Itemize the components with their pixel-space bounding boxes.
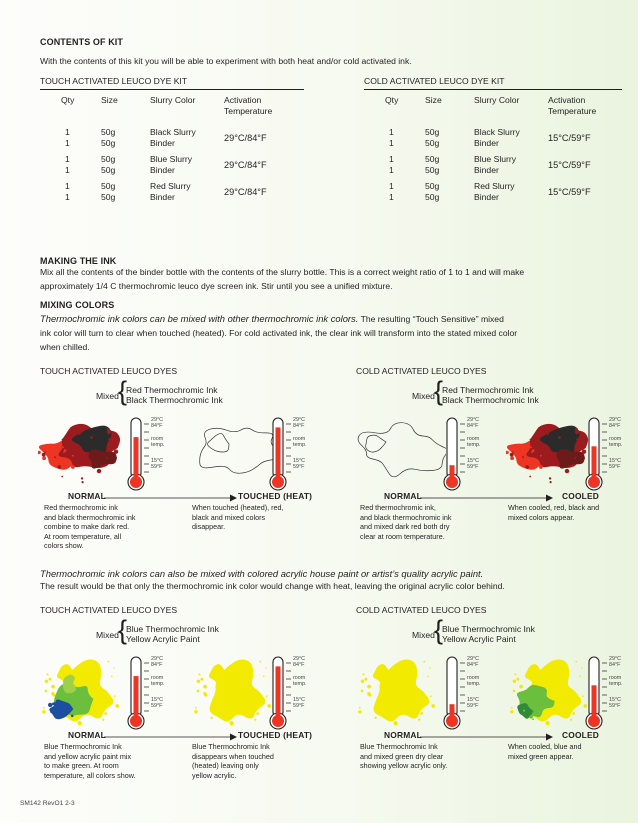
qty-cell: 1 [65, 165, 70, 175]
making-line-1: Mix all the contents of the binder bottle with the contents of the slurry bottle. This is a correct weight ratio of 1 to 1 and will make [40, 267, 525, 277]
ink-2: Black Thermochromic Ink [442, 395, 539, 405]
item-cell: Binder [150, 192, 175, 202]
arrow-icon [420, 732, 554, 742]
ink-2: Yellow Acrylic Paint [126, 634, 200, 644]
room-1: room [151, 436, 164, 442]
size-cell: 50g [425, 181, 440, 191]
kit-title-rule [40, 89, 304, 90]
normal-illustration [38, 653, 130, 729]
room-2: temp. [467, 442, 481, 448]
hot-label [467, 417, 479, 429]
normal-illustration [38, 414, 130, 490]
kit-title: TOUCH ACTIVATED LEUCO DYE KIT [40, 76, 188, 86]
size-cell: 50g [425, 154, 440, 164]
state-changed: COOLED [562, 730, 600, 740]
paint-splat [358, 659, 435, 725]
hot-label [293, 656, 305, 668]
normal-splat-svg [38, 653, 130, 729]
hot-f: 84°F [293, 662, 305, 668]
thermometer-mercury [276, 427, 281, 480]
arrow-head [230, 495, 237, 502]
ink-2: Black Thermochromic Ink [126, 395, 223, 405]
description-line: temperature, all colors show. [44, 770, 136, 780]
item-cell: Red Slurry [474, 181, 515, 191]
normal-description [44, 742, 184, 780]
brace-icon: { [434, 615, 444, 645]
qty-cell: 1 [389, 192, 394, 202]
description-line: and mixed green dry clear [360, 751, 444, 761]
ink-1: Red Thermochromic Ink [442, 385, 534, 395]
description-line: to make green. At room [44, 761, 119, 771]
mixed-label: Mixed [96, 630, 119, 640]
kit-header-cell: Activation [224, 95, 262, 105]
description-line: At room temperature, all [44, 531, 122, 541]
hot-f: 84°F [151, 423, 163, 429]
dye-panel [356, 605, 632, 795]
cold-c: 15°C [151, 697, 164, 703]
thermometer-bulb [588, 715, 600, 727]
size-cell: 50g [101, 138, 116, 148]
ink-1: Blue Thermochromic Ink [126, 624, 219, 634]
kit-title-rule [364, 89, 622, 90]
description-line: Blue Thermochromic Ink [44, 742, 122, 751]
kit-header-cell: Size [101, 95, 118, 105]
description-line: mixed colors appear. [508, 512, 575, 522]
ink-splat [38, 424, 120, 483]
cold-c: 15°C [293, 458, 306, 464]
hot-label [609, 417, 621, 429]
description-line: and mixed dark red both dry [360, 522, 450, 532]
changed-description [508, 742, 632, 761]
hot-f: 84°F [151, 662, 163, 668]
size-cell: 50g [425, 127, 440, 137]
thermometer [266, 655, 326, 731]
panel-title: COLD ACTIVATED LEUCO DYES [356, 366, 487, 376]
normal-splat-svg [38, 414, 130, 490]
kit-header-cell: Temperature [548, 106, 597, 116]
temp-cell: 29°C/84°F [224, 186, 267, 197]
hot-label [467, 656, 479, 668]
table-row [61, 154, 304, 165]
qty-cell: 1 [389, 127, 394, 137]
item-cell: Binder [150, 138, 175, 148]
description-line: When cooled, blue and [508, 742, 582, 751]
thermometer-bulb [130, 476, 142, 488]
room-label [609, 436, 622, 448]
size-cell: 50g [425, 192, 440, 202]
kit-header-cell: Size [425, 95, 442, 105]
description-line: disappear. [192, 522, 226, 532]
description-line: mixed green appear. [508, 751, 574, 761]
ink-1: Red Thermochromic Ink [126, 385, 218, 395]
arrow-head [546, 734, 553, 741]
cold-f: 59°F [151, 464, 163, 470]
description-line: Blue Thermochromic Ink [192, 742, 270, 751]
hot-label [293, 417, 305, 429]
ink-splat-outline [358, 423, 446, 477]
state-normal: NORMAL [68, 491, 106, 501]
thermometer-bulb [272, 715, 284, 727]
thermometer [440, 655, 500, 731]
room-1: room [151, 675, 164, 681]
panel-title: COLD ACTIVATED LEUCO DYES [356, 605, 487, 615]
kit-header-cell: Temperature [224, 106, 273, 116]
transition-arrow [104, 490, 238, 500]
transition-arrow [104, 729, 238, 739]
mixed-label: Mixed [96, 391, 119, 401]
room-2: temp. [609, 681, 623, 687]
room-1: room [467, 436, 480, 442]
mixing-line-3: when chilled. [40, 342, 90, 352]
thermometer-bulb [446, 476, 458, 488]
room-2: temp. [467, 681, 481, 687]
room-1: room [467, 675, 480, 681]
table-row [61, 181, 304, 192]
cold-c: 15°C [467, 458, 480, 464]
state-changed: TOUCHED (HEAT) [238, 730, 313, 740]
description-line: yellow acrylic. [192, 770, 237, 780]
normal-splat-svg [354, 653, 446, 729]
qty-cell: 1 [65, 192, 70, 202]
thermometer-bulb [446, 715, 458, 727]
item-cell: Blue Slurry [150, 154, 193, 164]
panel-title: TOUCH ACTIVATED LEUCO DYES [40, 366, 178, 376]
hot-f: 84°F [609, 662, 621, 668]
hot-c: 29°C [609, 417, 622, 423]
cold-f: 59°F [609, 464, 621, 470]
room-label [151, 436, 164, 448]
state-normal: NORMAL [384, 730, 422, 740]
dye-panel [356, 366, 632, 556]
kit-title: COLD ACTIVATED LEUCO DYE KIT [364, 76, 505, 86]
room-label [467, 436, 480, 448]
footer-code: SM142 RevO1 2-3 [20, 800, 75, 807]
size-cell: 50g [101, 165, 116, 175]
description-line: black and mixed colors [192, 512, 266, 522]
description-line: (heated) leaving only [192, 761, 259, 771]
cold-label [609, 458, 621, 470]
cold-f: 59°F [467, 464, 479, 470]
thermometer [124, 655, 184, 731]
size-cell: 50g [101, 127, 116, 137]
kit-header-row [385, 95, 628, 106]
description-line: Red thermochromic ink, [360, 503, 436, 512]
cold-label [293, 458, 305, 470]
description-line: Blue Thermochromic Ink [360, 742, 438, 751]
room-2: temp. [293, 442, 307, 448]
thermometer-bulb [588, 476, 600, 488]
cold-c: 15°C [151, 458, 164, 464]
room-1: room [609, 675, 622, 681]
table-row [385, 127, 628, 138]
kit-table [385, 95, 628, 208]
state-changed: COOLED [562, 491, 600, 501]
temp-cell: 15°C/59°F [548, 159, 591, 170]
hot-c: 29°C [151, 656, 164, 662]
cold-label [467, 697, 479, 709]
description-line: When cooled, red, black and [508, 503, 600, 512]
room-label [151, 675, 164, 687]
room-label [293, 436, 306, 448]
ink-2: Yellow Acrylic Paint [442, 634, 516, 644]
normal-illustration [354, 414, 446, 490]
mixed-label: Mixed [412, 391, 435, 401]
table-row [61, 127, 304, 138]
ink-paint-splat [42, 659, 119, 725]
temp-cell: 15°C/59°F [548, 132, 591, 143]
item-cell: Blue Slurry [474, 154, 517, 164]
thermometer-bulb [272, 476, 284, 488]
panel-title: TOUCH ACTIVATED LEUCO DYES [40, 605, 178, 615]
temp-cell: 15°C/59°F [548, 186, 591, 197]
room-label [467, 675, 480, 687]
thermometer-mercury [276, 666, 281, 719]
kit-header-cell: Slurry Color [474, 95, 520, 105]
thermometer-mercury [134, 676, 139, 719]
kit-header-row [61, 106, 304, 117]
cold-f: 59°F [609, 703, 621, 709]
kit-table [61, 95, 304, 208]
item-cell: Binder [474, 138, 499, 148]
item-cell: Binder [474, 192, 499, 202]
changed-description [192, 742, 316, 780]
item-cell: Red Slurry [150, 181, 191, 191]
table-row [385, 181, 628, 192]
thermometer-mercury [134, 437, 139, 480]
size-cell: 50g [101, 181, 116, 191]
mixing-italic: Thermochromic ink colors can be mixed with other thermochromic ink colors. [40, 313, 359, 324]
ink-1: Blue Thermochromic Ink [442, 624, 535, 634]
hot-c: 29°C [151, 417, 164, 423]
room-label [609, 675, 622, 687]
arrow-head [546, 495, 553, 502]
normal-splat-svg [354, 414, 446, 490]
cold-label [609, 697, 621, 709]
changed-description [508, 503, 632, 522]
acrylic-line-2: The result would be that only the thermochromic ink color would change with heat, leaving the original acrylic color behind. [40, 581, 505, 591]
thermometer-mercury [592, 446, 597, 480]
mixing-heading: MIXING COLORS [40, 300, 115, 310]
cold-label [467, 458, 479, 470]
kit-header-row [385, 106, 628, 117]
cold-f: 59°F [293, 703, 305, 709]
kit-header-row [61, 95, 304, 106]
state-normal: NORMAL [384, 491, 422, 501]
description-line: showing yellow acrylic only. [360, 761, 448, 771]
arrow-head [230, 734, 237, 741]
thermometer [582, 655, 638, 731]
kit-header-cell: Qty [385, 95, 399, 105]
description-line: and black thermochromic ink [44, 512, 136, 522]
contents-heading: CONTENTS OF KIT [40, 37, 123, 47]
cold-label [151, 697, 163, 709]
qty-cell: 1 [389, 165, 394, 175]
room-1: room [293, 436, 306, 442]
qty-cell: 1 [65, 138, 70, 148]
cold-label [293, 697, 305, 709]
table-row [385, 154, 628, 165]
thermometer [440, 416, 500, 492]
brace-icon: { [118, 615, 128, 645]
cold-c: 15°C [467, 697, 480, 703]
qty-cell: 1 [389, 154, 394, 164]
hot-f: 84°F [467, 423, 479, 429]
size-cell: 50g [425, 165, 440, 175]
description-line: clear at room temperature. [360, 531, 445, 541]
hot-label [609, 656, 621, 668]
state-changed: TOUCHED (HEAT) [238, 491, 313, 501]
hot-c: 29°C [293, 656, 306, 662]
cold-f: 59°F [467, 703, 479, 709]
description-line: combine to make dark red. [44, 522, 130, 532]
hot-c: 29°C [293, 417, 306, 423]
ink-paint-splat [510, 659, 587, 725]
ink-splat [506, 424, 588, 483]
description-line: colors show. [44, 541, 84, 551]
transition-arrow [420, 490, 554, 500]
mixed-label: Mixed [412, 630, 435, 640]
hot-c: 29°C [609, 656, 622, 662]
kit-header-cell: Activation [548, 95, 586, 105]
mixing-rest: The resulting “Touch Sensitive” mixed [358, 314, 504, 324]
changed-description [192, 503, 316, 532]
temp-cell: 29°C/84°F [224, 159, 267, 170]
hot-label [151, 417, 163, 429]
item-cell: Binder [474, 165, 499, 175]
temp-cell: 29°C/84°F [224, 132, 267, 143]
hot-f: 84°F [609, 423, 621, 429]
hot-c: 29°C [467, 656, 480, 662]
room-2: temp. [151, 442, 165, 448]
arrow-icon [420, 493, 554, 503]
kit-header-cell: Qty [61, 95, 75, 105]
room-1: room [609, 436, 622, 442]
qty-cell: 1 [65, 127, 70, 137]
brace-icon: { [434, 376, 444, 406]
brace-icon: { [118, 376, 128, 406]
hot-c: 29°C [467, 417, 480, 423]
size-cell: 50g [425, 138, 440, 148]
acrylic-intro: Thermochromic ink colors can also be mixed with colored acrylic house paint or artist’s quality acrylic paint. [40, 568, 484, 579]
state-normal: NORMAL [68, 730, 106, 740]
cold-c: 15°C [609, 697, 622, 703]
making-heading: MAKING THE INK [40, 256, 117, 266]
qty-cell: 1 [65, 154, 70, 164]
size-cell: 50g [101, 192, 116, 202]
dye-panel [40, 366, 316, 556]
normal-description [360, 503, 500, 541]
item-cell: Binder [150, 165, 175, 175]
item-cell: Black Slurry [150, 127, 196, 137]
room-1: room [293, 675, 306, 681]
cold-f: 59°F [151, 703, 163, 709]
qty-cell: 1 [389, 181, 394, 191]
normal-description [44, 503, 184, 551]
room-2: temp. [151, 681, 165, 687]
normal-description [360, 742, 500, 771]
room-2: temp. [293, 681, 307, 687]
description-line: When touched (heated), red, [192, 503, 284, 512]
transition-arrow [420, 729, 554, 739]
arrow-icon [104, 493, 238, 503]
description-line: and black thermochromic ink [360, 512, 452, 522]
hot-f: 84°F [293, 423, 305, 429]
dye-panel [40, 605, 316, 795]
arrow-icon [104, 732, 238, 742]
hot-f: 84°F [467, 662, 479, 668]
cold-c: 15°C [293, 697, 306, 703]
size-cell: 50g [101, 154, 116, 164]
paint-splat [194, 659, 271, 725]
cold-label [151, 458, 163, 470]
thermometer-bulb [130, 715, 142, 727]
cold-f: 59°F [293, 464, 305, 470]
thermometer-mercury [592, 685, 597, 719]
description-line: disappears when touched [192, 751, 274, 761]
description-line: and yellow acrylic paint mix [44, 751, 132, 761]
thermometer [582, 416, 638, 492]
contents-intro: With the contents of this kit you will be able to experiment with both heat and/or cold activated ink. [40, 56, 412, 66]
item-cell: Black Slurry [474, 127, 520, 137]
mixing-line-2: ink color will turn to clear when touched (heated). For cold activated ink, the clear ink will transform into the stated mixed color [40, 328, 518, 338]
description-line: Red thermochromic ink [44, 503, 118, 512]
thermometer [124, 416, 184, 492]
normal-illustration [354, 653, 446, 729]
making-line-2: approximately 1/4 C thermochromic leuco dye screen ink. Stir until you see a unified mixture. [40, 281, 393, 291]
hot-label [151, 656, 163, 668]
qty-cell: 1 [389, 138, 394, 148]
cold-c: 15°C [609, 458, 622, 464]
room-2: temp. [609, 442, 623, 448]
room-label [293, 675, 306, 687]
mixing-line-1 [40, 312, 504, 326]
kit-header-cell: Slurry Color [150, 95, 196, 105]
thermometer [266, 416, 326, 492]
qty-cell: 1 [65, 181, 70, 191]
